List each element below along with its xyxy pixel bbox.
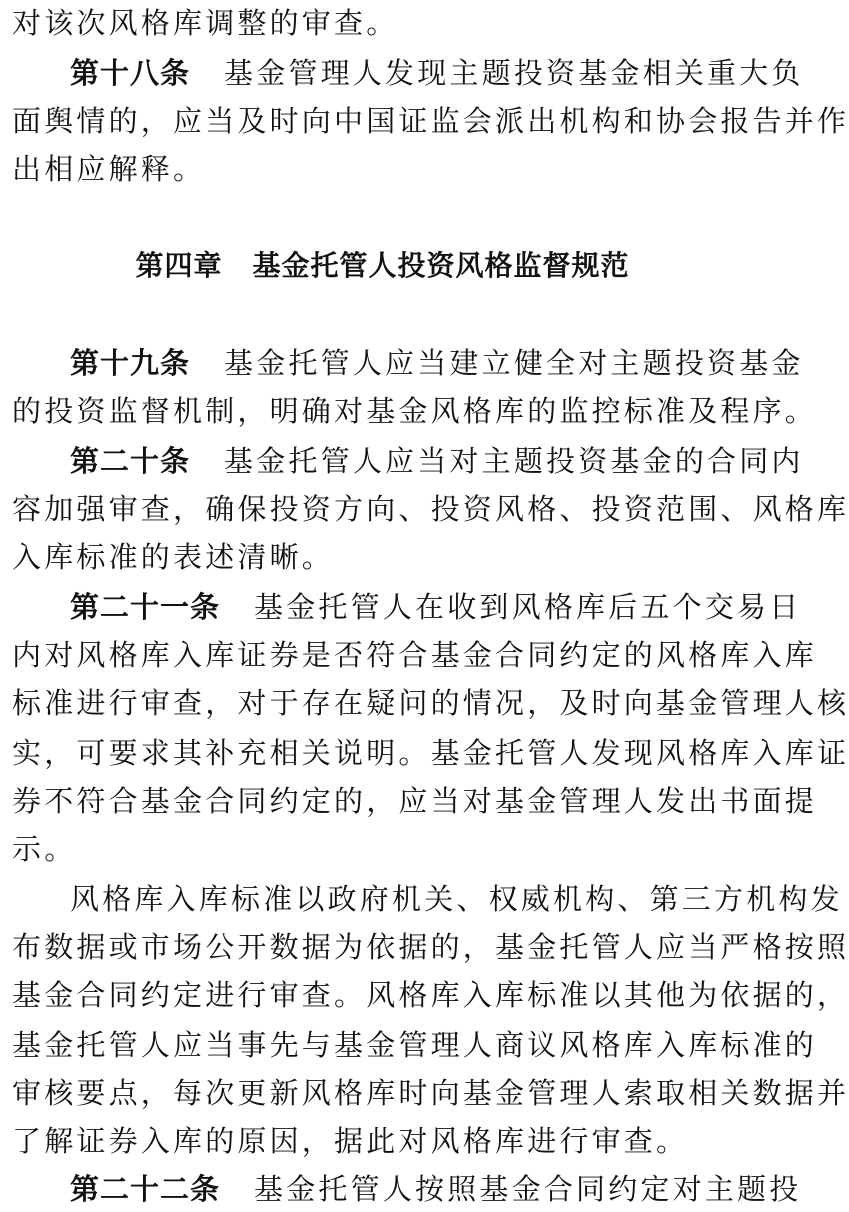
chapter-title: 基金托管人投资风格监督规范 xyxy=(252,249,630,282)
article-text: 基金托管人在收到风格库后五个交易日 xyxy=(254,590,802,624)
text-line: 容加强审查，确保投资方向、投资风格、投资范围、风格库 xyxy=(12,492,849,526)
text-line: 实，可要求其补充相关说明。基金托管人发现风格库入库证 xyxy=(12,736,849,770)
article-label: 第二十条 xyxy=(70,444,191,478)
article-20-line xyxy=(70,438,804,484)
article-label: 第二十一条 xyxy=(70,590,221,624)
text-line: 示。 xyxy=(12,832,77,866)
article-label: 第十八条 xyxy=(70,56,191,90)
article-label: 第十九条 xyxy=(70,346,191,380)
text-line: 出相应解释。 xyxy=(12,152,206,186)
article-18-line xyxy=(70,50,804,96)
text-line: 了解证券入库的原因，据此对风格库进行审查。 xyxy=(12,1124,689,1158)
text-line: 标准进行审查，对于存在疑问的情况，及时向基金管理人核 xyxy=(12,686,849,720)
article-22-line xyxy=(70,1166,802,1212)
text-line: 基金合同约定进行审查。风格库入库标准以其他为依据的， xyxy=(12,978,849,1012)
chapter-number: 第四章 xyxy=(135,249,223,282)
text-line: 风格库入库标准以政府机关、权威机构、第三方机构发 xyxy=(70,882,843,916)
text-line: 审核要点，每次更新风格库时向基金管理人索取相关数据并 xyxy=(12,1076,849,1110)
article-label: 第二十二条 xyxy=(70,1172,221,1206)
article-text: 基金管理人发现主题投资基金相关重大负 xyxy=(224,56,804,90)
text-line: 内对风格库入库证券是否符合基金合同约定的风格库入库 xyxy=(12,638,818,672)
text-line: 的投资监督机制，明确对基金风格库的监控标准及程序。 xyxy=(12,394,818,428)
article-text: 基金托管人应当建立健全对主题投资基金 xyxy=(224,346,804,380)
text-line: 基金托管人应当事先与基金管理人商议风格库入库标准的 xyxy=(12,1028,818,1062)
article-text: 基金托管人应当对主题投资基金的合同内 xyxy=(224,444,804,478)
text-line: 对该次风格库调整的审查。 xyxy=(12,6,399,40)
chapter-heading xyxy=(0,242,765,290)
article-19-line xyxy=(70,340,804,386)
text-line: 券不符合基金合同约定的，应当对基金管理人发出书面提 xyxy=(12,784,818,818)
article-21-line xyxy=(70,584,802,630)
article-text: 基金托管人按照基金合同约定对主题投 xyxy=(254,1172,802,1206)
text-line: 入库标准的表述清晰。 xyxy=(12,540,335,574)
text-line: 布数据或市场公开数据为依据的，基金托管人应当严格按照 xyxy=(12,930,849,964)
text-line: 面舆情的，应当及时向中国证监会派出机构和协会报告并作 xyxy=(12,104,849,138)
